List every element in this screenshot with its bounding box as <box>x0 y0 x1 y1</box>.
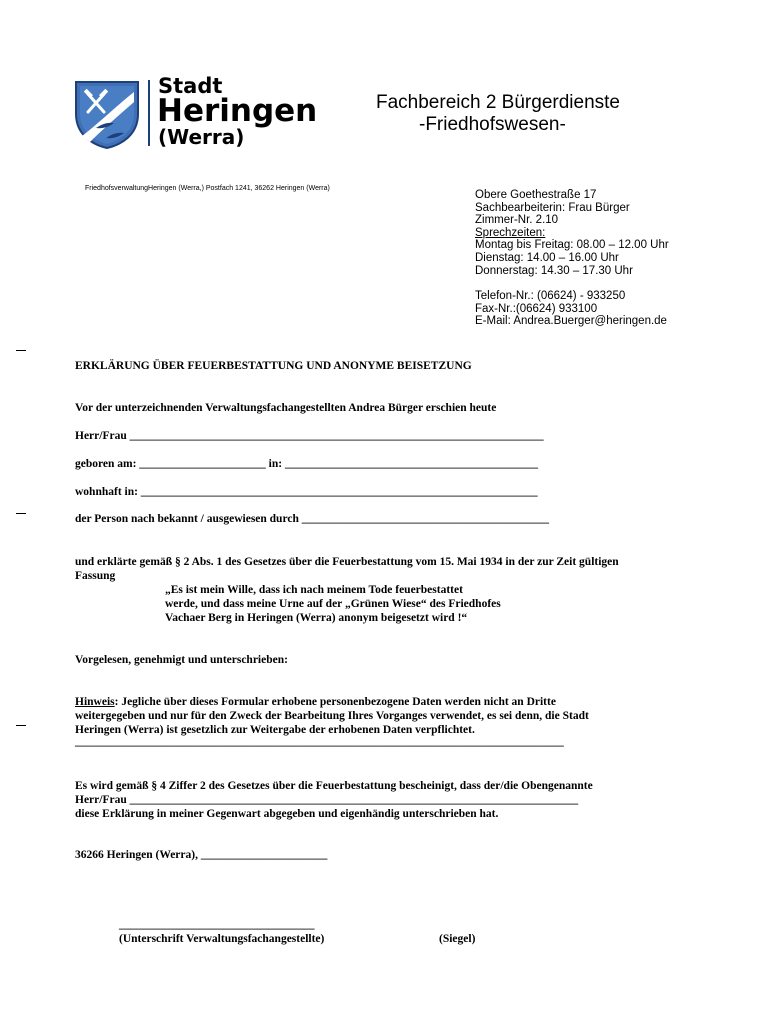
notice-text-1: : Jegliche über dieses Formular erhobene personenbezogene Daten werden nicht an Dritte <box>114 696 556 708</box>
seal-label: (Siegel) <box>439 933 476 945</box>
signature-line[interactable]: __________________________________ <box>119 919 315 931</box>
logo-werra: (Werra) <box>158 125 245 149</box>
logo-heringen: Heringen <box>157 93 318 129</box>
declaration-line-2: Fassung <box>75 570 116 582</box>
department-title: Fachbereich 2 Bürgerdienste <box>376 92 620 113</box>
logo-divider <box>148 80 150 146</box>
contact-room: Zimmer-Nr. 2.10 <box>475 214 559 227</box>
quote-line-2: werde, und dass meine Urne auf der „Grünen Wiese“ des Friedhofes <box>165 598 501 610</box>
office-hours-label: Sprechzeiten: <box>475 226 546 239</box>
contact-block <box>475 189 669 328</box>
notice-rule: _____________________________________________________________________________________ <box>75 736 564 748</box>
quote-line-1: „Es ist mein Wille, dass ich nach meinem Tode feuerbestattet <box>165 584 463 596</box>
signature-label: (Unterschrift Verwaltungsfachangestellte) <box>119 933 325 945</box>
contact-clerk: Sachbearbeiterin: Frau Bürger <box>475 201 630 214</box>
sender-address-line: FriedhofsverwaltungHeringen (Werra,) Postfach 1241, 36262 Heringen (Werra) <box>85 185 330 192</box>
birth-field[interactable]: geboren am: ______________________ in: ____________________________________________ <box>75 458 538 470</box>
contact-fax: Fax-Nr.:(06624) 933100 <box>475 302 598 315</box>
office-hours-3: Donnerstag: 14.30 – 17.30 Uhr <box>475 264 633 277</box>
office-hours-2: Dienstag: 14.00 – 16.00 Uhr <box>475 251 619 264</box>
read-approved-line: Vorgelesen, genehmigt und unterschrieben: <box>75 654 288 666</box>
contact-street: Obere Goethestraße 17 <box>475 189 597 201</box>
department-subtitle: -Friedhofswesen- <box>419 114 566 135</box>
certification-line-1: Es wird gemäß § 4 Ziffer 2 des Gesetzes über die Feuerbestattung bescheinigt, dass der/die Obengenannte <box>75 780 593 792</box>
contact-phone: Telefon-Nr.: (06624) - 933250 <box>475 290 626 303</box>
place-date-field[interactable]: 36266 Heringen (Werra), ______________________ <box>75 849 328 861</box>
coat-of-arms-icon <box>72 78 142 150</box>
declaration-line-1: und erklärte gemäß § 2 Abs. 1 des Gesetzes über die Feuerbestattung vom 15. Mai 1934 in der zur Zeit gültigen <box>75 556 619 568</box>
notice-line-3: Heringen (Werra) ist gesetzlich zur Weitergabe der erhobenen Daten verpflichtet. <box>75 724 475 736</box>
notice-label: Hinweis <box>75 696 115 708</box>
identification-field[interactable]: der Person nach bekannt / ausgewiesen durch ___________________________________________ <box>75 513 549 525</box>
residence-field[interactable]: wohnhaft in: _____________________________________________________________________ <box>75 486 538 498</box>
intro-line: Vor der unterzeichnenden Verwaltungsfachangestellten Andrea Bürger erschien heute <box>75 402 497 414</box>
fold-mark-middle <box>16 513 26 514</box>
certification-line-3: diese Erklärung in meiner Gegenwart abgegeben und eigenhändig unterschrieben hat. <box>75 808 499 820</box>
contact-email: E-Mail: Andrea.Buerger@heringen.de <box>475 315 667 328</box>
office-hours-1: Montag bis Freitag: 08.00 – 12.00 Uhr <box>475 239 669 252</box>
notice-line-1 <box>75 696 556 708</box>
fold-mark-top <box>16 350 26 351</box>
certification-name-field[interactable]: Herr/Frau ______________________________________________________________________________ <box>75 794 579 806</box>
notice-line-2: weitergegeben und nur für den Zweck der Bearbeitung Ihres Vorganges verwendet, es sei denn, die Stadt <box>75 710 589 722</box>
fold-mark-bottom <box>16 725 26 726</box>
quote-line-3: Vachaer Berg in Heringen (Werra) anonym beigesetzt wird !“ <box>165 612 468 624</box>
logo-stadt: Stadt <box>158 74 223 98</box>
herr-frau-field[interactable]: Herr/Frau ________________________________________________________________________ <box>75 430 544 442</box>
form-title: ERKLÄRUNG ÜBER FEUERBESTATTUNG UND ANONYME BEISETZUNG <box>75 360 472 372</box>
